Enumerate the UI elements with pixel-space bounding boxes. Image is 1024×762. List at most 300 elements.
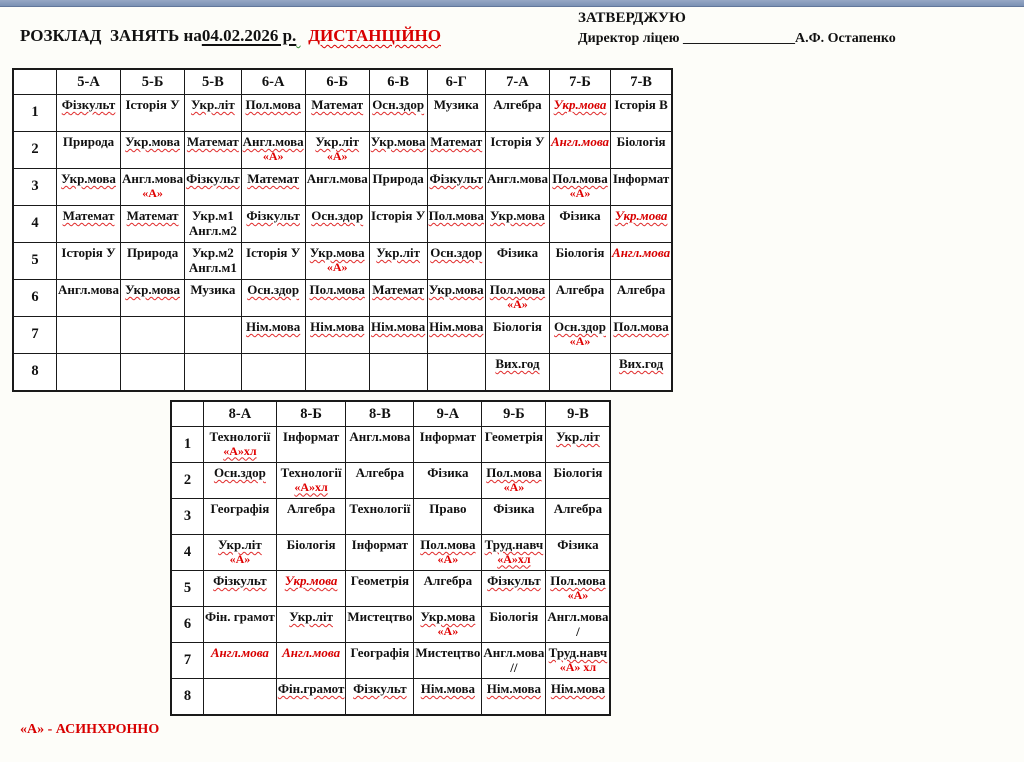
lesson-cell	[204, 679, 277, 716]
lesson-name: Фізкульт	[353, 681, 407, 696]
lesson-name: Технології	[280, 465, 342, 480]
lesson-cell	[204, 427, 277, 463]
async-note: «А»	[503, 479, 525, 494]
lesson-cell	[427, 169, 485, 206]
async-note: «А»	[507, 296, 528, 311]
lesson-name: Фізкульт	[246, 208, 300, 223]
lesson-cell	[346, 499, 414, 535]
lesson-name: Мистецтво	[347, 609, 413, 624]
lesson-cell	[414, 607, 482, 643]
lesson-cell	[549, 206, 610, 243]
schedule-row	[171, 643, 610, 679]
approval-signature-line	[578, 31, 896, 47]
lesson-cell	[482, 427, 546, 463]
lesson-name: Укр.мова	[125, 134, 180, 149]
corner-cell	[13, 69, 57, 95]
lesson-name: Алгебра	[616, 282, 666, 297]
lesson-cell	[427, 132, 485, 169]
schedule-table-grades-5-7	[12, 68, 1009, 392]
lesson-name: Історія У	[61, 245, 116, 260]
lesson-name: Алгебра	[555, 282, 605, 297]
lesson-cell	[546, 535, 611, 571]
lesson-name: Англ.мова	[122, 171, 184, 186]
lesson-name: Нім.мова	[246, 319, 301, 334]
lesson-cell	[57, 280, 121, 317]
lesson-cell	[611, 206, 673, 243]
lesson-name: Географія	[210, 501, 270, 516]
lesson-cell	[276, 499, 346, 535]
lesson-cell	[305, 206, 369, 243]
grammar-squiggle	[296, 26, 306, 46]
period-number: 6	[171, 607, 204, 643]
lesson-cell	[121, 169, 185, 206]
lesson-cell	[57, 169, 121, 206]
lesson-cell	[482, 607, 546, 643]
approval-block	[578, 10, 896, 47]
class-header: 8-Б	[276, 401, 346, 427]
lesson-name: Фізкульт	[487, 573, 541, 588]
lesson-name-line2: Англ.м1	[188, 259, 237, 275]
lesson-cell	[121, 132, 185, 169]
lesson-cell	[276, 427, 346, 463]
lesson-name: Математ	[186, 134, 239, 149]
lesson-name: Природа	[126, 245, 179, 260]
lesson-name: Труд.навч	[484, 537, 544, 552]
lesson-name: Фізкульт	[213, 573, 267, 588]
lesson-name: Пол.мова	[552, 171, 608, 186]
class-header: 6-Г	[427, 69, 485, 95]
lesson-cell	[305, 169, 369, 206]
lesson-cell	[485, 132, 549, 169]
lesson-cell	[305, 95, 369, 132]
lesson-name: Пол.мова	[489, 282, 546, 297]
lesson-name: Фізика	[493, 501, 535, 516]
lesson-name: Історія У	[371, 208, 426, 223]
period-number: 4	[13, 206, 57, 243]
page-title	[20, 26, 441, 46]
period-number: 1	[171, 427, 204, 463]
lesson-cell	[546, 427, 611, 463]
period-number: 1	[13, 95, 57, 132]
lesson-name: Англ.мова	[483, 645, 545, 660]
lesson-cell	[414, 463, 482, 499]
async-note: «А»	[229, 551, 251, 566]
lesson-cell	[276, 535, 346, 571]
lesson-name: Фізика	[496, 245, 539, 260]
lesson-cell	[369, 243, 427, 280]
lesson-name: Алгебра	[493, 97, 542, 112]
lesson-name: Біологія	[553, 465, 603, 480]
lesson-cell	[185, 95, 242, 132]
lesson-cell	[414, 499, 482, 535]
lesson-cell	[241, 280, 305, 317]
lesson-cell	[369, 132, 427, 169]
lesson-cell	[204, 463, 277, 499]
async-note: «А»	[142, 185, 163, 200]
period-number: 8	[13, 354, 57, 392]
lesson-name: Біологія	[616, 134, 666, 149]
lesson-cell	[204, 535, 277, 571]
lesson-cell	[369, 280, 427, 317]
period-number: 3	[171, 499, 204, 535]
lesson-cell	[427, 206, 485, 243]
lesson-cell	[482, 535, 546, 571]
lesson-name: Фізкульт	[186, 171, 240, 186]
lesson-name: Укр.літ	[289, 609, 333, 624]
async-note: «А»	[437, 551, 459, 566]
lesson-name: Англ.мова	[282, 645, 341, 660]
lesson-name: Геометрія	[484, 429, 544, 444]
lesson-cell	[121, 317, 185, 354]
lesson-name: Осн.здор	[372, 97, 425, 112]
lesson-name: Математ	[430, 134, 483, 149]
lesson-cell	[241, 95, 305, 132]
lesson-name: Нім.мова	[371, 319, 426, 334]
lesson-cell	[57, 354, 121, 392]
lesson-cell	[414, 535, 482, 571]
lesson-name: Пол.мова	[550, 573, 606, 588]
lesson-cell	[611, 169, 673, 206]
lesson-cell	[57, 317, 121, 354]
lesson-name: Математ	[372, 282, 425, 297]
lesson-cell	[346, 607, 414, 643]
lesson-cell	[549, 243, 610, 280]
lesson-name: Пол.мова	[420, 537, 476, 552]
period-number: 3	[13, 169, 57, 206]
lesson-cell	[204, 607, 277, 643]
lesson-name: Англ.мова	[612, 245, 671, 260]
lesson-name: Англ.мова	[349, 429, 411, 444]
lesson-cell	[546, 679, 611, 716]
lesson-name: Фізика	[557, 537, 599, 552]
lesson-cell	[611, 95, 673, 132]
lesson-cell	[204, 571, 277, 607]
async-note: «А»	[326, 259, 348, 274]
lesson-name: Інформат	[612, 171, 670, 186]
period-number: 7	[171, 643, 204, 679]
lesson-cell	[369, 169, 427, 206]
lesson-cell	[241, 206, 305, 243]
schedule-row	[13, 243, 672, 280]
class-header: 8-А	[204, 401, 277, 427]
schedule-row	[13, 206, 672, 243]
lesson-name: Нім.мова	[429, 319, 484, 334]
lesson-name: Історія В	[614, 97, 668, 112]
schedule-row	[171, 679, 610, 716]
async-note: «А» хл	[559, 659, 597, 674]
lesson-cell	[546, 463, 611, 499]
lesson-cell	[485, 95, 549, 132]
lesson-name: Осн.здор	[247, 282, 300, 297]
schedule-row	[171, 463, 610, 499]
lesson-cell	[121, 280, 185, 317]
lesson-name: Фізика	[427, 465, 469, 480]
lesson-name: Укр.мова	[370, 134, 426, 149]
lesson-name: Англ.мова	[550, 134, 610, 149]
class-header: 7-В	[611, 69, 673, 95]
lesson-name: Вих.год	[618, 356, 664, 371]
lesson-cell	[414, 679, 482, 716]
period-number: 7	[13, 317, 57, 354]
period-number: 8	[171, 679, 204, 716]
lesson-name: Алгебра	[423, 573, 473, 588]
lesson-name: Англ.мова	[58, 282, 120, 297]
lesson-name: Історія У	[246, 245, 301, 260]
lesson-name: Геометрія	[350, 573, 410, 588]
lesson-cell	[185, 280, 242, 317]
lesson-cell	[549, 280, 610, 317]
class-header: 5-Б	[121, 69, 185, 95]
lesson-cell	[346, 643, 414, 679]
schedule-row	[13, 95, 672, 132]
lesson-name: Укр.мова	[61, 171, 116, 186]
lesson-cell	[241, 354, 305, 392]
lesson-name: Укр.мова	[553, 97, 607, 112]
lesson-name: Природа	[372, 171, 424, 186]
class-header: 9-Б	[482, 401, 546, 427]
lesson-name: Пол.мова	[486, 465, 542, 480]
lesson-name: Укр.мова	[309, 245, 365, 260]
period-number: 5	[171, 571, 204, 607]
corner-cell	[171, 401, 204, 427]
lesson-name: Нім.мова	[310, 319, 365, 334]
director-label: Директор ліцею	[578, 31, 683, 46]
class-header: 5-А	[57, 69, 121, 95]
header-row	[13, 69, 672, 95]
async-note: «А»	[437, 623, 459, 638]
lesson-name: Математ	[126, 208, 179, 223]
lesson-cell	[369, 95, 427, 132]
lesson-name: Англ.мова	[486, 171, 548, 186]
schedule-table	[170, 400, 611, 716]
lesson-cell	[241, 169, 305, 206]
lesson-name: Технології	[209, 429, 271, 444]
lesson-name: Осн.здор	[430, 245, 483, 260]
schedule-row	[13, 169, 672, 206]
class-header: 9-В	[546, 401, 611, 427]
lesson-cell	[305, 132, 369, 169]
lesson-cell	[346, 679, 414, 716]
lesson-cell	[482, 571, 546, 607]
lesson-cell	[185, 206, 242, 243]
lesson-cell	[549, 169, 610, 206]
lesson-cell	[611, 243, 673, 280]
lesson-name: Музика	[190, 282, 236, 297]
schedule-row	[13, 354, 672, 392]
lesson-cell	[305, 243, 369, 280]
period-number: 4	[171, 535, 204, 571]
lesson-cell	[57, 243, 121, 280]
lesson-name-line2: /	[576, 623, 580, 639]
period-number: 5	[13, 243, 57, 280]
lesson-name: Біологія	[489, 609, 539, 624]
lesson-cell	[276, 679, 346, 716]
lesson-name: Англ.мова	[306, 171, 368, 186]
lesson-cell	[241, 243, 305, 280]
lesson-cell	[185, 354, 242, 392]
schedule-table	[12, 68, 673, 392]
lesson-cell	[546, 643, 611, 679]
lesson-cell	[546, 607, 611, 643]
lesson-cell	[346, 535, 414, 571]
lesson-cell	[427, 354, 485, 392]
lesson-name: Технології	[349, 501, 411, 516]
lesson-cell	[427, 243, 485, 280]
lesson-name: Фізкульт	[61, 97, 116, 112]
lesson-cell	[427, 95, 485, 132]
lesson-name: Укр.м2	[191, 245, 234, 260]
lesson-name: Фізика	[559, 208, 601, 223]
class-header: 6-А	[241, 69, 305, 95]
lesson-cell	[369, 354, 427, 392]
lesson-name-line2: Англ.м2	[188, 222, 237, 238]
lesson-name: Труд.навч	[548, 645, 608, 660]
lesson-name: Пол.мова	[613, 319, 669, 334]
window-top-bar	[0, 0, 1024, 7]
lesson-name: Нім.мова	[550, 681, 606, 696]
lesson-name: Укр.мова	[490, 208, 545, 223]
lesson-name: Укр.мова	[125, 282, 180, 297]
class-header: 5-В	[185, 69, 242, 95]
lesson-name: Укр.літ	[190, 97, 235, 112]
lesson-cell	[185, 132, 242, 169]
lesson-name: Укр.літ	[376, 245, 421, 260]
lesson-cell	[346, 463, 414, 499]
class-header: 7-А	[485, 69, 549, 95]
class-header: 9-А	[414, 401, 482, 427]
lesson-name: Вих.год	[495, 356, 540, 371]
lesson-cell	[549, 317, 610, 354]
lesson-cell	[204, 643, 277, 679]
approval-heading: ЗАТВЕРДЖУЮ	[578, 10, 686, 26]
lesson-name: Укр.м1	[191, 208, 234, 223]
lesson-cell	[611, 354, 673, 392]
lesson-cell	[414, 643, 482, 679]
async-note: «А»	[569, 333, 591, 348]
lesson-name: Англ.мова	[242, 134, 304, 149]
async-note: «А»	[569, 185, 591, 200]
lesson-cell	[305, 354, 369, 392]
async-note: «А»хл	[294, 479, 328, 494]
lesson-cell	[369, 317, 427, 354]
lesson-cell	[369, 206, 427, 243]
lesson-name: Історія У	[490, 134, 545, 149]
lesson-name: Англ.мова	[547, 609, 609, 624]
lesson-name: Біологія	[493, 319, 542, 334]
lesson-cell	[241, 317, 305, 354]
lesson-cell	[427, 280, 485, 317]
lesson-name: Алгебра	[355, 465, 405, 480]
lesson-cell	[346, 571, 414, 607]
period-number: 6	[13, 280, 57, 317]
lesson-cell	[611, 317, 673, 354]
schedule-row	[13, 317, 672, 354]
lesson-name: Інформат	[282, 429, 340, 444]
lesson-name: Укр.літ	[218, 537, 262, 552]
lesson-name: Осн.здор	[213, 465, 266, 480]
signature-underscores: ________________	[682, 31, 795, 46]
lesson-cell	[276, 607, 346, 643]
title-prefix: РОЗКЛАД ЗАНЯТЬ на	[20, 26, 202, 45]
async-note: «А»	[567, 587, 589, 602]
lesson-name: Нім.мова	[486, 681, 541, 696]
lesson-name-line2: //	[510, 659, 518, 675]
class-header: 8-В	[346, 401, 414, 427]
async-legend: «А» - АСИНХРОННО	[20, 722, 160, 737]
lesson-cell	[305, 317, 369, 354]
lesson-name: Математ	[247, 171, 300, 186]
schedule-row	[13, 280, 672, 317]
lesson-name: Англ.мова	[210, 645, 269, 660]
async-note: «А»хл	[497, 551, 531, 566]
lesson-cell	[346, 427, 414, 463]
lesson-name: Фізкульт	[429, 171, 484, 186]
lesson-name: Пол.мова	[245, 97, 301, 112]
lesson-cell	[276, 643, 346, 679]
lesson-cell	[549, 354, 610, 392]
lesson-cell	[485, 280, 549, 317]
lesson-name: Алгебра	[553, 501, 603, 516]
lesson-cell	[57, 206, 121, 243]
lesson-name: Нім.мова	[420, 681, 475, 696]
lesson-cell	[204, 499, 277, 535]
lesson-name: Пол.мова	[309, 282, 365, 297]
schedule-row	[171, 535, 610, 571]
lesson-cell	[482, 463, 546, 499]
async-note: «А»хл	[223, 443, 257, 458]
lesson-cell	[414, 571, 482, 607]
lesson-name: Історія У	[125, 97, 180, 112]
class-header: 6-Б	[305, 69, 369, 95]
schedule-row	[171, 607, 610, 643]
lesson-name: Укр.літ	[556, 429, 600, 444]
lesson-cell	[276, 571, 346, 607]
period-number: 2	[13, 132, 57, 169]
schedule-row	[13, 132, 672, 169]
lesson-cell	[546, 499, 611, 535]
lesson-cell	[121, 95, 185, 132]
lesson-name: Укр.мова	[614, 208, 668, 223]
lesson-cell	[611, 132, 673, 169]
lesson-cell	[485, 317, 549, 354]
schedule-row	[171, 427, 610, 463]
lesson-name: Право	[429, 501, 467, 516]
async-note: «А»	[326, 148, 348, 163]
lesson-cell	[485, 354, 549, 392]
lesson-cell	[485, 243, 549, 280]
period-number: 2	[171, 463, 204, 499]
lesson-name: Осн.здор	[311, 208, 364, 223]
header-row	[171, 401, 610, 427]
lesson-cell	[482, 643, 546, 679]
lesson-cell	[276, 463, 346, 499]
lesson-cell	[546, 571, 611, 607]
lesson-name: Укр.мова	[420, 609, 476, 624]
lesson-cell	[121, 243, 185, 280]
schedule-row	[171, 499, 610, 535]
lesson-cell	[485, 169, 549, 206]
lesson-name: Математ	[311, 97, 364, 112]
lesson-cell	[241, 132, 305, 169]
lesson-name: Укр.мова	[284, 573, 338, 588]
lesson-name: Інформат	[351, 537, 409, 552]
lesson-cell	[57, 95, 121, 132]
schedule-row	[171, 571, 610, 607]
lesson-cell	[611, 280, 673, 317]
lesson-name: Фін.грамот	[277, 681, 345, 696]
async-note: «А»	[262, 148, 284, 163]
lesson-cell	[121, 354, 185, 392]
